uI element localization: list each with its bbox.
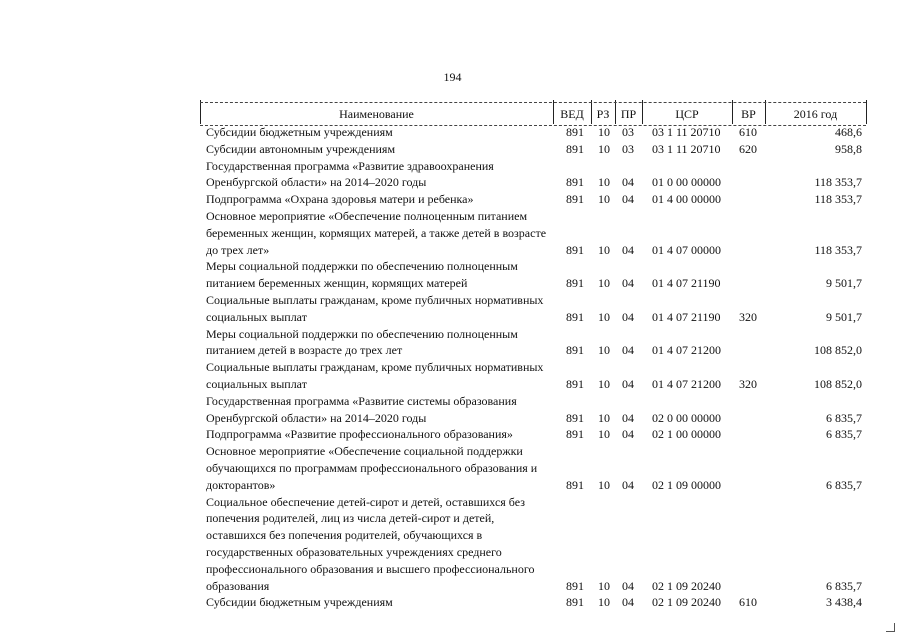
row-pr: 04 bbox=[622, 427, 634, 442]
row-ved: 891 bbox=[566, 276, 584, 291]
row-pr: 04 bbox=[622, 309, 634, 324]
table-row bbox=[0, 326, 905, 360]
table-row bbox=[0, 124, 905, 141]
row-rz: 10 bbox=[598, 410, 610, 425]
row-name: Меры социальной поддержки по обеспечению полноценным питанием детей в возрасте до трех лет bbox=[206, 326, 518, 358]
row-ved: 891 bbox=[566, 477, 584, 492]
row-rz: 10 bbox=[598, 578, 610, 593]
table-row bbox=[0, 191, 905, 208]
row-amount: 6 835,7 bbox=[826, 578, 862, 593]
row-pr: 04 bbox=[622, 343, 634, 358]
row-csr: 01 4 07 21190 bbox=[652, 276, 721, 291]
row-ved: 891 bbox=[566, 125, 584, 139]
header-csr: ЦСР bbox=[675, 107, 699, 121]
table-row bbox=[0, 594, 905, 611]
row-pr: 04 bbox=[622, 410, 634, 425]
row-rz: 10 bbox=[598, 309, 610, 324]
table-row bbox=[0, 393, 905, 427]
row-amount: 108 852,0 bbox=[814, 376, 862, 391]
header-name: Наименование bbox=[339, 107, 414, 121]
row-amount: 9 501,7 bbox=[826, 276, 862, 291]
row-name: Государственная программа «Развитие здравоохранения Оренбургской области» на 2014–2020 годы bbox=[206, 158, 494, 190]
row-ved: 891 bbox=[566, 578, 584, 593]
row-rz: 10 bbox=[598, 477, 610, 492]
row-name: Подпрограмма «Охрана здоровья матери и ребенка» bbox=[206, 192, 474, 207]
header-rz: РЗ bbox=[596, 107, 610, 121]
row-amount: 108 852,0 bbox=[814, 343, 862, 358]
row-name: Субсидии бюджетным учреждениям bbox=[206, 595, 393, 610]
row-csr: 03 1 11 20710 bbox=[652, 141, 721, 156]
row-name: Социальные выплаты гражданам, кроме публичных нормативных социальных выплат bbox=[206, 360, 544, 391]
row-amount: 6 835,7 bbox=[826, 427, 862, 442]
row-csr: 03 1 11 20710 bbox=[652, 125, 721, 139]
row-pr: 04 bbox=[622, 376, 634, 391]
row-rz: 10 bbox=[598, 175, 610, 190]
row-name: Социальные выплаты гражданам, кроме публичных нормативных социальных выплат bbox=[206, 292, 544, 324]
row-amount: 6 835,7 bbox=[826, 477, 862, 492]
row-csr: 01 4 00 00000 bbox=[652, 192, 721, 207]
row-ved: 891 bbox=[566, 595, 584, 610]
row-amount: 958,8 bbox=[835, 141, 862, 156]
table-row bbox=[0, 443, 905, 493]
table-row bbox=[0, 258, 905, 292]
row-ved: 891 bbox=[566, 192, 584, 207]
row-vr: 610 bbox=[739, 125, 757, 139]
row-amount: 118 353,7 bbox=[814, 175, 862, 190]
row-name: Субсидии автономным учреждениям bbox=[206, 141, 396, 156]
table-row bbox=[0, 141, 905, 158]
row-name: Субсидии бюджетным учреждениям bbox=[206, 125, 393, 139]
row-rz: 10 bbox=[598, 242, 610, 257]
row-csr: 02 0 00 00000 bbox=[652, 410, 721, 425]
row-pr: 03 bbox=[622, 125, 634, 139]
row-pr: 04 bbox=[622, 192, 634, 207]
table-row bbox=[0, 359, 905, 393]
row-csr: 02 1 09 20240 bbox=[652, 595, 721, 610]
row-rz: 10 bbox=[598, 343, 610, 358]
header-pr: ПР bbox=[620, 107, 637, 121]
header-year: 2016 год bbox=[793, 107, 838, 121]
row-pr: 04 bbox=[622, 595, 634, 610]
row-amount: 468,6 bbox=[835, 125, 862, 139]
row-rz: 10 bbox=[598, 595, 610, 610]
row-name: Подпрограмма «Развитие профессионального образования» bbox=[206, 427, 513, 442]
row-csr: 01 4 07 21200 bbox=[652, 376, 721, 391]
row-name: Социальное обеспечение детей-сирот и детей, оставшихся без попечения родителей, лиц из числа детей-сирот и детей, оставшихся без попечения родителей, обучающихся в государственных образовательных учреждениях среднего профессионального образования и высшего профессионального образования bbox=[206, 494, 535, 593]
row-name: Основное мероприятие «Обеспечение полноценным питанием беременных женщин, кормящих матерей, а также детей в возрасте до трех лет» bbox=[206, 208, 547, 257]
row-csr: 02 1 00 00000 bbox=[652, 427, 721, 442]
row-csr: 02 1 09 20240 bbox=[652, 578, 721, 593]
row-rz: 10 bbox=[598, 376, 610, 391]
row-ved: 891 bbox=[566, 309, 584, 324]
row-vr: 320 bbox=[739, 376, 757, 391]
row-ved: 891 bbox=[566, 175, 584, 190]
row-rz: 10 bbox=[598, 141, 610, 156]
page-corner-mark bbox=[886, 623, 895, 632]
row-amount: 118 353,7 bbox=[814, 242, 862, 257]
row-ved: 891 bbox=[566, 427, 584, 442]
table-row bbox=[0, 208, 905, 258]
table-header bbox=[200, 102, 866, 126]
row-vr: 620 bbox=[739, 141, 757, 156]
row-pr: 04 bbox=[622, 578, 634, 593]
row-ved: 891 bbox=[566, 376, 584, 391]
table-row bbox=[0, 494, 905, 595]
row-vr: 320 bbox=[739, 309, 757, 324]
row-pr: 04 bbox=[622, 276, 634, 291]
row-csr: 02 1 09 00000 bbox=[652, 477, 721, 492]
header-divider bbox=[866, 100, 867, 124]
row-amount: 118 353,7 bbox=[814, 192, 862, 207]
row-ved: 891 bbox=[566, 141, 584, 156]
row-pr: 04 bbox=[622, 477, 634, 492]
page-number: 194 bbox=[443, 70, 462, 84]
row-ved: 891 bbox=[566, 242, 584, 257]
table-row bbox=[0, 158, 905, 192]
row-csr: 01 4 07 21200 bbox=[652, 343, 721, 358]
row-name: Меры социальной поддержки по обеспечению полноценным питанием беременных женщин, кормящих матерей bbox=[206, 259, 518, 291]
header-vr: ВР bbox=[741, 107, 756, 121]
row-name: Основное мероприятие «Обеспечение социальной поддержки обучающихся по программам профессионального образования и докторантов» bbox=[206, 444, 538, 492]
row-csr: 01 4 07 00000 bbox=[652, 242, 721, 257]
row-name: Государственная программа «Развитие системы образования Оренбургской области» на 2014–2020 годы bbox=[206, 393, 517, 425]
row-amount: 3 438,4 bbox=[826, 595, 862, 610]
row-csr: 01 4 07 21190 bbox=[652, 309, 721, 324]
row-rz: 10 bbox=[598, 276, 610, 291]
row-ved: 891 bbox=[566, 343, 584, 358]
row-amount: 9 501,7 bbox=[826, 309, 862, 324]
row-pr: 03 bbox=[622, 141, 634, 156]
row-rz: 10 bbox=[598, 192, 610, 207]
row-amount: 6 835,7 bbox=[826, 410, 862, 425]
row-pr: 04 bbox=[622, 175, 634, 190]
row-rz: 10 bbox=[598, 427, 610, 442]
row-csr: 01 0 00 00000 bbox=[652, 175, 721, 190]
header-ved: ВЕД bbox=[560, 107, 584, 121]
row-rz: 10 bbox=[598, 125, 610, 139]
row-vr: 610 bbox=[739, 595, 757, 610]
table-row bbox=[0, 292, 905, 326]
row-ved: 891 bbox=[566, 410, 584, 425]
table-row bbox=[0, 426, 905, 443]
table-body bbox=[0, 124, 905, 611]
row-pr: 04 bbox=[622, 242, 634, 257]
